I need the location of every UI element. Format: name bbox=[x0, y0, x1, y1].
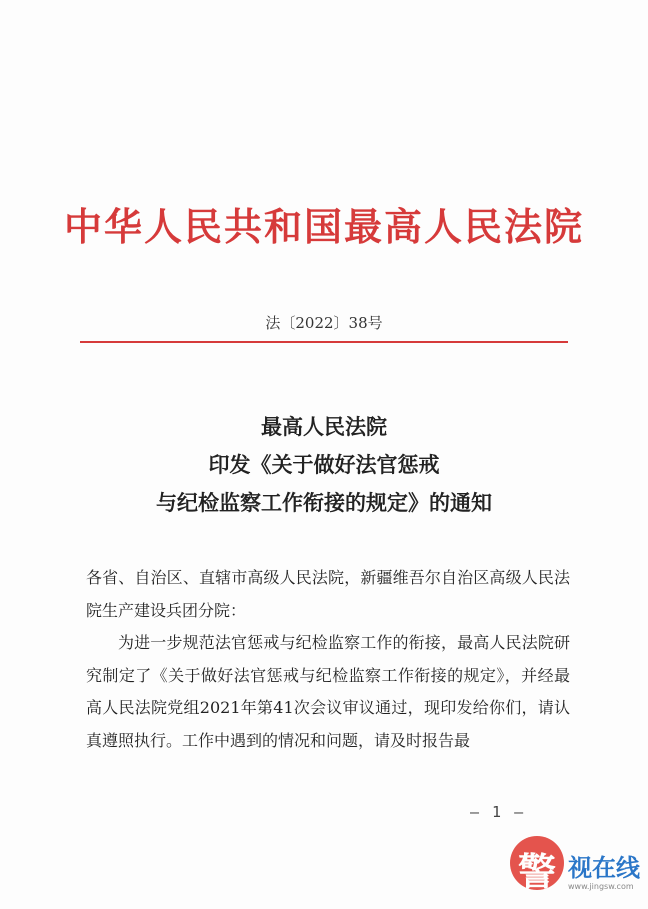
notice-title-line: 最高人民法院 bbox=[261, 414, 387, 439]
notice-title-line: 与纪检监察工作衔接的规定》的通知 bbox=[156, 490, 492, 515]
document-body bbox=[86, 562, 570, 757]
body-paragraph: 为进一步规范法官惩戒与纪检监察工作的衔接，最高人民法院研究制定了《关于做好法官惩戒与纪检监察工作衔接的规定》，并经最高人民法院党组2021年第41次会议审议通过，现印发给你们，请认真遵照执行。工作中遇到的情况和问题，请及时报告最 bbox=[86, 633, 570, 750]
red-divider-rule bbox=[80, 341, 568, 343]
watermark-brand: 视在线 bbox=[568, 854, 640, 882]
document-number: 法〔2022〕38号 bbox=[265, 314, 383, 332]
notice-title bbox=[0, 408, 648, 522]
addressee-paragraph: 各省、自治区、直辖市高级人民法院，新疆维吾尔自治区高级人民法院生产建设兵团分院： bbox=[86, 568, 570, 620]
notice-title-line: 印发《关于做好法官惩戒 bbox=[208, 452, 440, 477]
police-seal-icon bbox=[510, 836, 564, 890]
issuing-authority-header: 中华人民共和国最高人民法院 bbox=[63, 204, 584, 249]
watermark-logo bbox=[498, 836, 648, 909]
watermark-url: www.jingsw.com bbox=[568, 882, 634, 891]
page-number: — 1 — bbox=[470, 803, 526, 821]
